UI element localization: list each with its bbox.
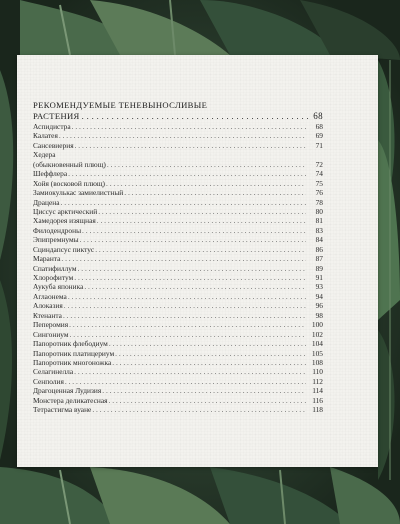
leader-dots xyxy=(112,358,306,367)
leader-dots xyxy=(115,349,306,358)
toc-entry[interactable] xyxy=(33,122,323,131)
toc-entry-title: Папоротник многоножка xyxy=(33,357,112,367)
leader-dots xyxy=(72,122,306,131)
toc-entry-title: Филодендроны xyxy=(33,225,82,235)
toc-entry-title: Хойя (восковой плющ) xyxy=(33,178,105,188)
toc-entry-title: Сингониум xyxy=(33,329,69,339)
toc-entry-page: 94 xyxy=(315,291,323,301)
toc-entry-page: 68 xyxy=(315,122,323,131)
toc-entry-page: 93 xyxy=(315,282,323,292)
toc-entry-page: 78 xyxy=(315,197,323,207)
toc-entry[interactable] xyxy=(33,386,323,395)
leader-dots xyxy=(106,179,306,188)
toc-entry-page: 100 xyxy=(311,320,323,330)
toc-entry[interactable] xyxy=(33,207,323,216)
toc-entry-title: Хлорофитум xyxy=(33,273,74,282)
toc-entry[interactable] xyxy=(33,160,323,169)
toc-entry-title: Сенполия xyxy=(33,376,64,386)
toc-entry-title: Сансевиерия xyxy=(33,140,74,150)
toc-entry-page: 72 xyxy=(315,159,323,169)
toc-entry-title: Спатифиллум xyxy=(33,263,77,273)
toc-entry[interactable] xyxy=(33,301,323,310)
toc-entry[interactable] xyxy=(33,198,323,207)
toc-entry-title: Аглаонема xyxy=(33,291,67,301)
toc-entry-page: 75 xyxy=(315,178,323,188)
toc-entry[interactable] xyxy=(33,264,323,273)
leader-dots xyxy=(78,264,306,273)
toc-entry-page: 98 xyxy=(315,310,323,320)
leader-dots xyxy=(84,282,306,291)
toc-entry-page: 110 xyxy=(312,367,323,377)
toc-entry[interactable] xyxy=(33,367,323,376)
toc-entry-page: 87 xyxy=(315,254,323,264)
toc-entry[interactable] xyxy=(33,349,323,358)
leader-dots xyxy=(82,111,312,122)
toc-entry[interactable] xyxy=(33,226,323,235)
toc-entry-title: Хедера xyxy=(33,150,56,160)
toc-entry-title: Хамедорея изящная xyxy=(33,216,96,226)
toc-entry-title: Селагинелла xyxy=(33,367,74,377)
leader-dots xyxy=(74,367,306,376)
toc-entry-page: 74 xyxy=(315,169,323,179)
leader-dots xyxy=(68,169,306,178)
toc-entry[interactable] xyxy=(33,282,323,291)
toc-entry-page: 81 xyxy=(315,216,323,226)
toc-entry[interactable] xyxy=(33,141,323,150)
toc-entry[interactable] xyxy=(33,320,323,329)
leader-dots xyxy=(97,216,306,225)
toc-entry-list xyxy=(33,122,323,415)
toc-entry-title: Драцена xyxy=(33,197,60,207)
leader-dots xyxy=(64,301,306,310)
contents-card xyxy=(17,55,378,467)
leader-dots xyxy=(59,131,306,140)
toc-entry-page: 118 xyxy=(312,405,323,415)
toc-entry[interactable] xyxy=(33,150,323,159)
leader-dots xyxy=(75,141,306,150)
toc-entry-page: 86 xyxy=(315,244,323,254)
section-heading-page: 68 xyxy=(313,111,323,121)
leader-dots xyxy=(95,245,306,254)
toc-entry-title: Замиокулькас замиелистный xyxy=(33,188,124,198)
section-heading-line2: РАСТЕНИЯ xyxy=(33,111,80,121)
toc-entry-title: Пеперомия xyxy=(33,320,69,330)
leader-dots xyxy=(82,226,306,235)
leader-dots xyxy=(107,160,306,169)
leader-dots xyxy=(102,386,306,395)
section-heading-line1: РЕКОМЕНДУЕМЫЕ ТЕНЕВЫНОСЛИВЫЕ xyxy=(33,100,208,110)
toc-entry-page: 108 xyxy=(311,357,323,367)
toc-entry[interactable] xyxy=(33,131,323,140)
toc-entry-page: 91 xyxy=(315,273,323,282)
leader-dots xyxy=(92,405,306,414)
toc-entry[interactable] xyxy=(33,377,323,386)
leader-dots xyxy=(124,188,306,197)
toc-entry[interactable] xyxy=(33,273,323,282)
toc-entry-title: Циссус арктический xyxy=(33,206,98,216)
leader-dots xyxy=(98,207,306,216)
toc-entry-title: Папоротник флебодиум xyxy=(33,339,108,349)
leader-dots xyxy=(74,273,306,282)
toc-entry-page: 102 xyxy=(311,329,323,339)
leader-dots xyxy=(109,396,306,405)
table-of-contents xyxy=(33,100,323,415)
leader-dots xyxy=(63,311,306,320)
toc-entry[interactable] xyxy=(33,245,323,254)
toc-entry-page: 84 xyxy=(315,235,323,245)
toc-entry-title: Аспидистра xyxy=(33,122,71,131)
toc-entry-page: 71 xyxy=(315,140,323,150)
toc-entry[interactable] xyxy=(33,169,323,178)
toc-entry[interactable] xyxy=(33,216,323,225)
toc-entry-title: Монстера деликатесная xyxy=(33,395,108,405)
toc-entry-title: Аукуба японика xyxy=(33,282,84,292)
toc-entry[interactable] xyxy=(33,235,323,244)
toc-entry[interactable] xyxy=(33,188,323,197)
toc-entry-title: (обыкновенный плющ) xyxy=(33,159,106,169)
leader-dots xyxy=(70,330,306,339)
toc-entry-page: 69 xyxy=(315,131,323,141)
toc-entry-title: Сциндапсус пиктус xyxy=(33,244,95,254)
leader-dots xyxy=(80,235,306,244)
toc-entry-page: 96 xyxy=(315,301,323,311)
toc-entry[interactable] xyxy=(33,254,323,263)
toc-entry[interactable] xyxy=(33,311,323,320)
toc-entry-title: Шеффлера xyxy=(33,169,68,179)
leader-dots xyxy=(69,320,306,329)
toc-entry-title: Тетрастигма вуане xyxy=(33,405,92,415)
toc-entry-title: Ктенанта xyxy=(33,310,62,320)
section-heading xyxy=(33,100,323,122)
leader-dots xyxy=(61,254,306,263)
leader-dots xyxy=(65,377,306,386)
toc-entry[interactable] xyxy=(33,339,323,348)
toc-entry-title: Маранта xyxy=(33,254,61,264)
toc-entry-page: 104 xyxy=(311,339,323,349)
toc-entry-title: Папоротник платицериум xyxy=(33,348,115,358)
toc-entry-title: Алоказия xyxy=(33,301,63,311)
leader-dots xyxy=(68,292,306,301)
toc-entry[interactable] xyxy=(33,179,323,188)
toc-entry-page: 83 xyxy=(315,225,323,235)
toc-entry-page: 105 xyxy=(311,348,323,358)
toc-entry[interactable] xyxy=(33,330,323,339)
toc-entry[interactable] xyxy=(33,358,323,367)
toc-entry-title: Драгоценная Лудизия xyxy=(33,386,102,396)
leader-dots xyxy=(109,339,306,348)
toc-entry[interactable] xyxy=(33,292,323,301)
toc-entry-page: 112 xyxy=(312,376,323,386)
toc-entry-page: 116 xyxy=(312,395,323,405)
toc-entry-title: Эпипремнумы xyxy=(33,235,79,245)
toc-entry[interactable] xyxy=(33,405,323,414)
toc-entry-page: 89 xyxy=(315,263,323,273)
toc-entry-page: 114 xyxy=(312,386,323,396)
toc-entry-page: 80 xyxy=(315,206,323,216)
leader-dots xyxy=(61,198,307,207)
toc-entry[interactable] xyxy=(33,396,323,405)
toc-entry-title: Калатея xyxy=(33,131,58,141)
toc-entry-page: 76 xyxy=(315,188,323,198)
